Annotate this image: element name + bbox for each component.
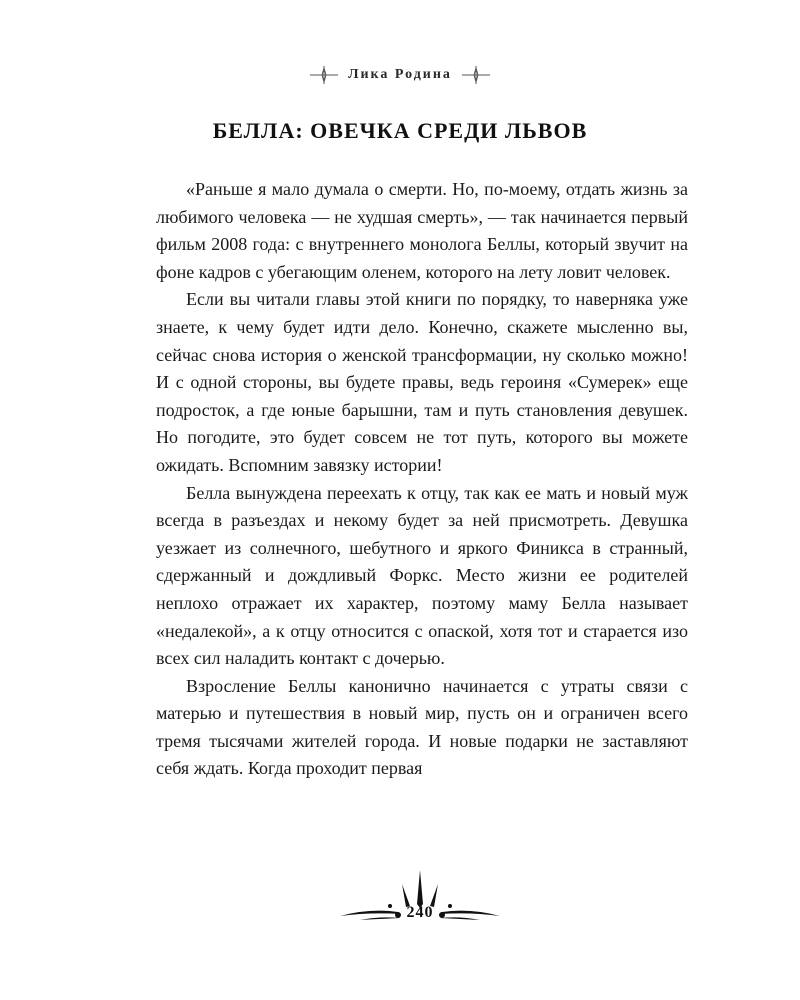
paragraph-4: Взросление Беллы канонично начинается с утраты связи с матерью и путешествия в новый мир, пусть он и ограничен всего тремя тысячами жителей города. И новые подарки не заставляют себя ждать. Когда проходит первая [156, 675, 688, 779]
author-name: Лика Родина [348, 67, 452, 82]
paragraph-2: Если вы читали главы этой книги по порядку, то наверняка уже знаете, к чему будет идти дело. Конечно, скажете мысленно вы, сейчас снова история о женской трансформации, ну сколько можно! И с одной стороны, вы будете правы, ведь героиня «Сумерек» еще подросток, а где юные барышни, там и путь становления девушек. Но погодите, это будет совсем не тот путь, которого вы можете ожидать. Вспомним завязку истории! [156, 289, 688, 475]
paragraph-3: Белла вынуждена переехать к отцу, так как ее мать и новый муж всегда в разъездах и некому будет за ней присмотреть. Девушка уезжает из солнечного, шебутного и яркого Финикса в странный, сдержанный и дождливый Форкс. Место жизни ее родителей неплохо отражает их характер, поэтому маму Белла называет «недалекой», а к отцу относится с опаской, хотя тот и старается изо всех сил наладить контакт с дочерью. [156, 482, 688, 669]
body-text [156, 176, 688, 783]
page-folio [340, 868, 500, 928]
chapter-title: БЕЛЛА: ОВЕЧКА СРЕДИ ЛЬВОВ [212, 118, 588, 143]
page-number: 240 [406, 904, 434, 921]
running-head [0, 64, 800, 86]
left-ornament-icon [310, 64, 338, 86]
paragraph-1: «Раньше я мало думала о смерти. Но, по-моему, отдать жизнь за любимого человека — не худшая смерть», — так начинается первый фильм 2008 года: с внутреннего монолога Беллы, который звучит на фоне кадров с убегающим оленем, которого на лету ловит человек. [156, 179, 688, 282]
right-ornament-icon [462, 64, 490, 86]
